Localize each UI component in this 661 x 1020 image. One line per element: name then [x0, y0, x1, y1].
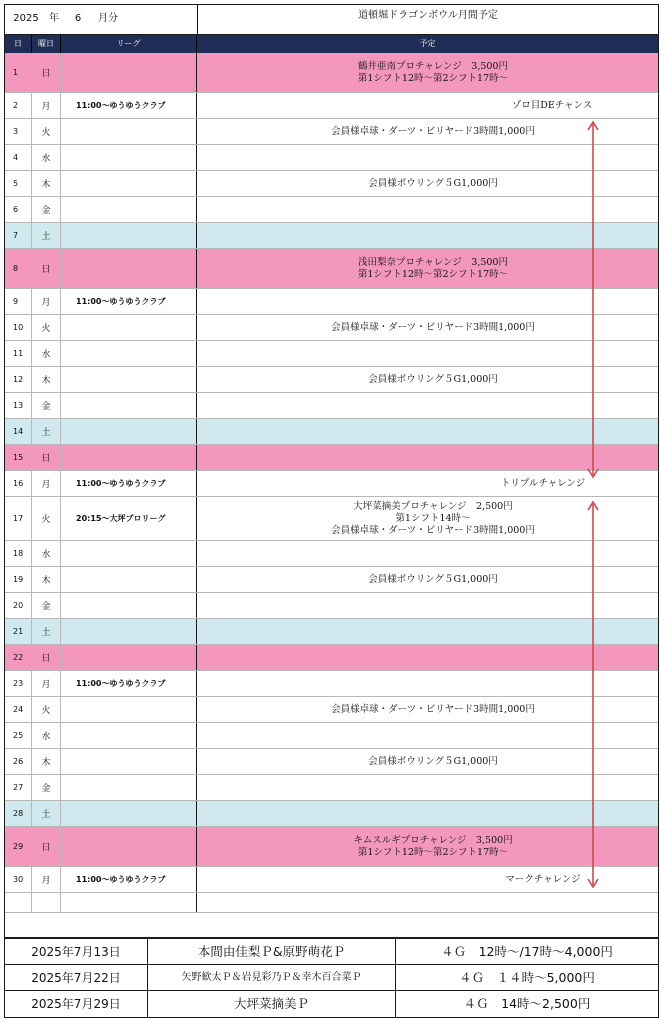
- col-day: 日: [5, 35, 32, 53]
- notice-name: 大坪菜摘美Ｐ: [148, 991, 396, 1017]
- day-number: 27: [5, 775, 32, 800]
- month-label: 月分: [98, 13, 118, 24]
- weekday: 木: [32, 567, 61, 592]
- schedule-event: 会員様ボウリング５G1,000円: [368, 374, 498, 385]
- schedule-event: 会員様ボウリング５G1,000円: [368, 574, 498, 585]
- weekday: 木: [32, 171, 61, 196]
- weekday: 金: [32, 393, 61, 418]
- schedule-event: 第1シフト12時〜第2シフト17時〜: [357, 73, 509, 84]
- weekday: 木: [32, 749, 61, 774]
- day-number: 7: [5, 223, 32, 248]
- day-number: 30: [5, 867, 32, 892]
- col-schedule: 予定: [419, 39, 436, 48]
- league: 11:00〜ゆうゆうクラブ: [61, 867, 197, 892]
- day-number: 4: [5, 145, 32, 170]
- day-number: 18: [5, 541, 32, 566]
- col-weekday: 曜日: [32, 35, 61, 53]
- weekday: 月: [32, 471, 61, 496]
- day-number: 13: [5, 393, 32, 418]
- day-number: 6: [5, 197, 32, 222]
- schedule-event: 会員様卓球・ダーツ・ビリヤード3時間1,000円: [331, 704, 535, 715]
- league: 11:00〜ゆうゆうクラブ: [61, 289, 197, 314]
- notice-time: ４Ｇ 14時〜2,500円: [463, 996, 591, 1011]
- weekday: 水: [32, 145, 61, 170]
- day-number: 23: [5, 671, 32, 696]
- schedule-event: 第1シフト12時〜第2シフト17時〜: [357, 269, 509, 280]
- weekday: 日: [32, 645, 61, 670]
- day-number: 1: [5, 53, 32, 92]
- weekday: 日: [32, 249, 61, 288]
- schedule-event: 第1シフト12時〜第2シフト17時〜: [357, 847, 509, 858]
- notice-row: [5, 965, 658, 991]
- league: 20:15〜大坪プロリーグ: [61, 497, 197, 540]
- notice-name: 矢野歓太Ｐ＆岩見彩乃Ｐ＆幸木百合菜Ｐ: [148, 965, 396, 991]
- year-label: 年: [49, 13, 59, 24]
- day-number: 10: [5, 315, 32, 340]
- notice-row: [5, 939, 658, 965]
- weekday: 火: [32, 497, 61, 540]
- notice-time: ４Ｇ 12時〜/17時〜4,000円: [441, 944, 613, 959]
- day-number: 9: [5, 289, 32, 314]
- day-number: 5: [5, 171, 32, 196]
- weekday: 日: [32, 445, 61, 470]
- schedule-event: 第1シフト14時〜: [395, 513, 471, 524]
- schedule-event: 会員様ボウリング５G1,000円: [368, 178, 498, 189]
- day-number: 22: [5, 645, 32, 670]
- schedule-event: 会員様ボウリング５G1,000円: [368, 756, 498, 767]
- day-number: 24: [5, 697, 32, 722]
- day-number: 17: [5, 497, 32, 540]
- weekday: 金: [32, 593, 61, 618]
- notice-name: 本間由佳梨Ｐ&原野萌花Ｐ: [148, 939, 396, 965]
- day-number: 25: [5, 723, 32, 748]
- col-league: リーグ: [61, 35, 197, 53]
- year-value: 2025: [13, 13, 39, 24]
- notice-date: 2025年7月29日: [5, 991, 148, 1017]
- day-number: 11: [5, 341, 32, 366]
- weekday: 土: [32, 419, 61, 444]
- schedule-event: マークチャレンジ: [505, 874, 581, 885]
- day-number: 14: [5, 419, 32, 444]
- weekday: 木: [32, 367, 61, 392]
- notice-time: ４Ｇ １４時〜5,000円: [459, 970, 595, 985]
- schedule-event: 会員様卓球・ダーツ・ビリヤード3時間1,000円: [331, 126, 535, 137]
- day-number: 12: [5, 367, 32, 392]
- notice-date: 2025年7月22日: [5, 965, 148, 991]
- weekday: 土: [32, 223, 61, 248]
- notice-table: [5, 937, 658, 1017]
- day-number: 21: [5, 619, 32, 644]
- sheet-title: 道頓堀ドラゴンボウル月間予定: [197, 5, 658, 35]
- schedule-event: 会員様卓球・ダーツ・ビリヤード3時間1,000円: [331, 525, 535, 536]
- league: 11:00〜ゆうゆうクラブ: [61, 671, 197, 696]
- schedule-event: 大坪菜摘美プロチャレンジ 2,500円: [353, 501, 513, 512]
- weekday: 月: [32, 289, 61, 314]
- schedule-event: 浅田梨奈プロチャレンジ 3,500円: [358, 257, 508, 268]
- day-number: 29: [5, 827, 32, 866]
- weekday: 火: [32, 697, 61, 722]
- weekday: 水: [32, 723, 61, 748]
- weekday: 火: [32, 315, 61, 340]
- schedule-event: 鶴井亜南プロチャレンジ 3,500円: [358, 61, 508, 72]
- day-number: 16: [5, 471, 32, 496]
- day-number: 3: [5, 119, 32, 144]
- weekday: 土: [32, 801, 61, 826]
- league: 11:00〜ゆうゆうクラブ: [61, 471, 197, 496]
- day-number: 8: [5, 249, 32, 288]
- day-number: 26: [5, 749, 32, 774]
- weekday: 水: [32, 541, 61, 566]
- weekday: 日: [32, 53, 61, 92]
- schedule-event: 会員様卓球・ダーツ・ビリヤード3時間1,000円: [331, 322, 535, 333]
- weekday: 日: [32, 827, 61, 866]
- weekday: 金: [32, 197, 61, 222]
- weekday: 水: [32, 341, 61, 366]
- notice-row: [5, 991, 658, 1017]
- league: 11:00〜ゆうゆうクラブ: [61, 93, 197, 118]
- day-number: 28: [5, 801, 32, 826]
- day-number: 2: [5, 93, 32, 118]
- period-arrows: [5, 5, 658, 1019]
- weekday: 月: [32, 867, 61, 892]
- weekday: 金: [32, 775, 61, 800]
- period-arrow: [588, 502, 598, 887]
- schedule-event: ゾロ目DEチャンス: [511, 100, 593, 111]
- weekday: 土: [32, 619, 61, 644]
- notice-date: 2025年7月13日: [5, 939, 148, 965]
- period-arrow: [588, 122, 598, 477]
- schedule-sheet: [4, 4, 659, 1018]
- weekday: 火: [32, 119, 61, 144]
- day-number: 15: [5, 445, 32, 470]
- weekday: 月: [32, 671, 61, 696]
- month-value: 6: [74, 13, 82, 24]
- weekday: 月: [32, 93, 61, 118]
- day-number: 19: [5, 567, 32, 592]
- schedule-event: キムスルギプロチャレンジ 3,500円: [353, 835, 513, 846]
- day-number: 20: [5, 593, 32, 618]
- schedule-event: トリプルチャレンジ: [500, 478, 586, 489]
